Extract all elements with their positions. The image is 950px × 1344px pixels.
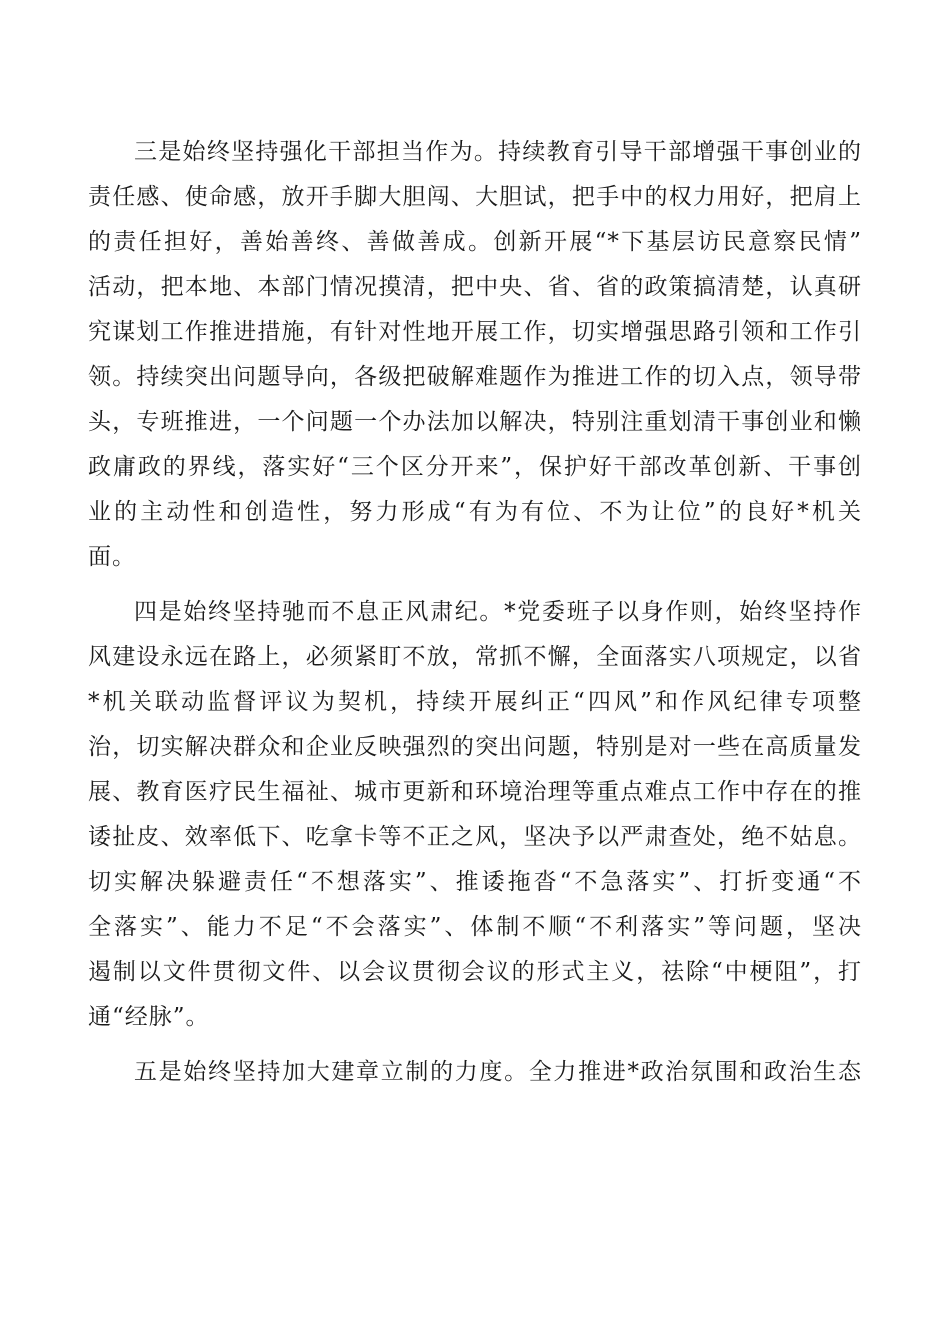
text-line: 究谋划工作推进措施，有针对性地开展工作，切实增强思路引领和工作引 xyxy=(88,319,862,345)
text-line: 全落实”、能力不足“不会落实”、体制不顺“不利落实”等问题，坚决 xyxy=(88,914,862,940)
text-line: 领。持续突出问题导向，各级把破解难题作为推进工作的切入点，领导带 xyxy=(88,364,862,390)
text-line: *机关联动监督评议为契机，持续开展纠正“四风”和作风纪律专项整 xyxy=(88,689,862,715)
text-line: 头，专班推进，一个问题一个办法加以解决，特别注重划清干事创业和懒 xyxy=(88,409,862,435)
paragraph-spacer xyxy=(88,1040,862,1050)
text-line: 通“经脉”。 xyxy=(88,1004,210,1030)
text-line: 五是始终坚持加大建章立制的力度。全力推进*政治氛围和政治生态 xyxy=(134,1059,862,1085)
text-line: 诿扯皮、效率低下、吃拿卡等不正之风，坚决予以严肃查处，绝不姑息。 xyxy=(88,824,862,850)
paragraph-spacer xyxy=(88,580,862,590)
text-line: 责任感、使命感，放开手脚大胆闯、大胆试，把手中的权力用好，把肩上 xyxy=(88,184,862,210)
text-line: 切实解决躲避责任“不想落实”、推诿拖沓“不急落实”、打折变通“不 xyxy=(88,869,862,895)
text-line: 治，切实解决群众和企业反映强烈的突出问题，特别是对一些在高质量发 xyxy=(88,734,862,760)
paragraph-5 xyxy=(88,1050,862,1095)
text-line: 三是始终坚持强化干部担当作为。持续教育引导干部增强干事创业的 xyxy=(134,139,862,165)
paragraph-3 xyxy=(88,130,862,580)
text-line: 政庸政的界线，落实好“三个区分开来”，保护好干部改革创新、干事创 xyxy=(88,454,862,480)
text-line: 风建设永远在路上，必须紧盯不放，常抓不懈，全面落实八项规定，以省 xyxy=(88,644,862,670)
text-line: 面。 xyxy=(88,544,136,570)
document-body xyxy=(88,130,862,1095)
text-line: 四是始终坚持驰而不息正风肃纪。*党委班子以身作则，始终坚持作 xyxy=(134,599,862,625)
text-line: 的责任担好，善始善终、善做善成。创新开展“*下基层访民意察民情” xyxy=(88,229,862,255)
text-line: 遏制以文件贯彻文件、以会议贯彻会议的形式主义，祛除“中梗阻”，打 xyxy=(88,959,862,985)
text-line: 展、教育医疗民生福祉、城市更新和环境治理等重点难点工作中存在的推 xyxy=(88,779,862,805)
text-line: 业的主动性和创造性，努力形成“有为有位、不为让位”的良好*机关 xyxy=(88,499,862,525)
text-line: 活动，把本地、本部门情况摸清，把中央、省、省的政策搞清楚，认真研 xyxy=(88,274,862,300)
paragraph-4 xyxy=(88,590,862,1040)
